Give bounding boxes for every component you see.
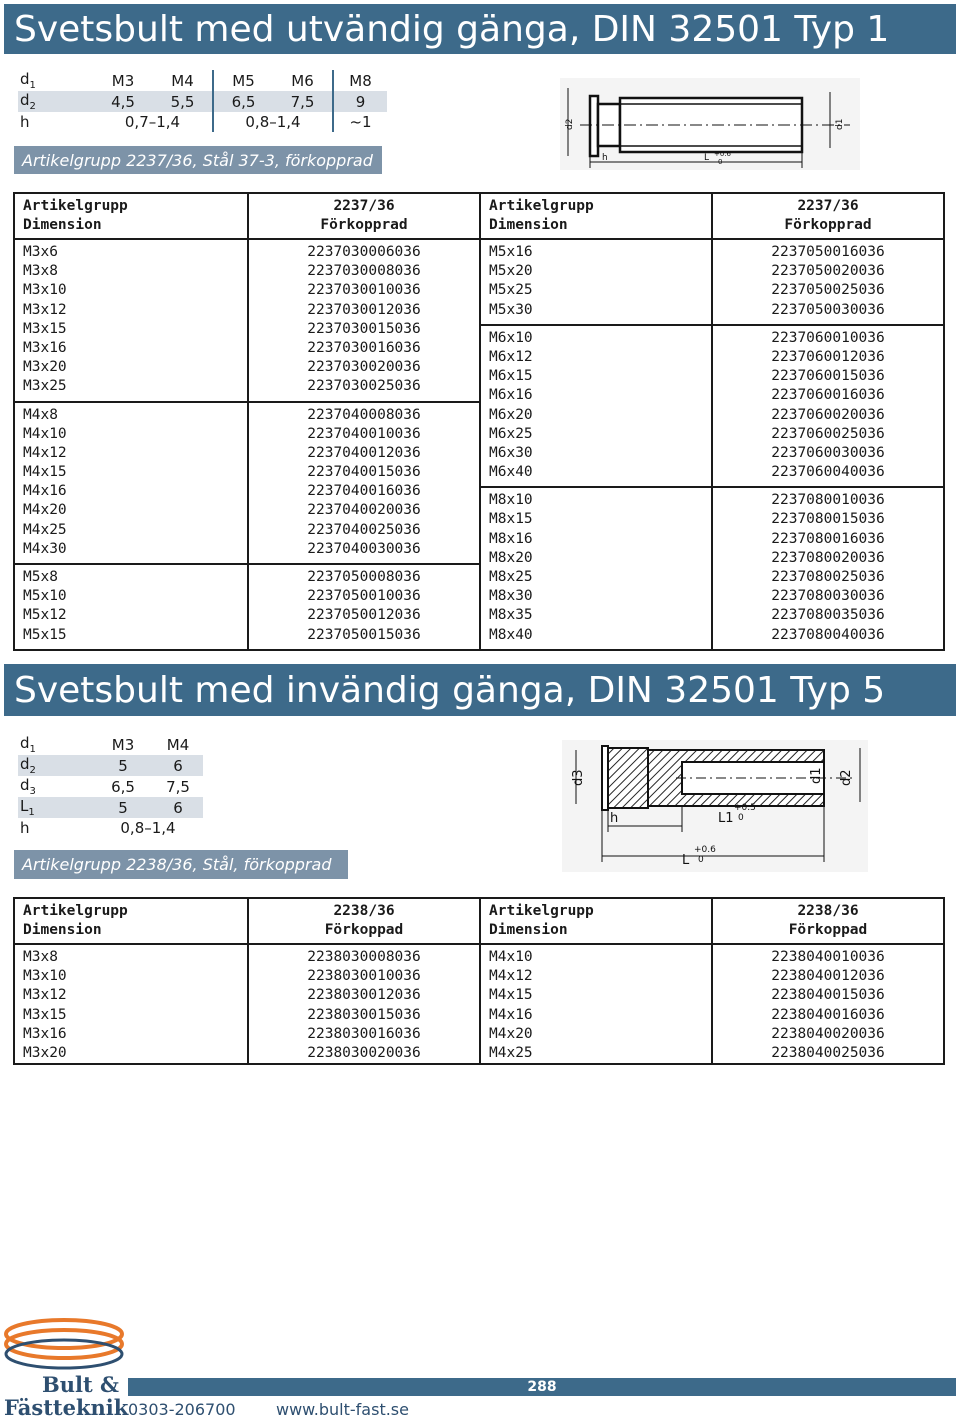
dimension-cell: M6x30 xyxy=(489,444,533,461)
section1-product-table xyxy=(13,192,945,651)
spec-row-d1 xyxy=(18,734,203,755)
dimension-cell: M6x15 xyxy=(489,368,533,385)
dimension-cell: M5x10 xyxy=(23,588,67,605)
dimension-cell: M8x25 xyxy=(489,569,533,585)
diagram-label-d2: d2 xyxy=(839,769,854,786)
article-code-cell: 2237040020036 xyxy=(307,502,421,519)
article-code-cell: 2237030020036 xyxy=(307,359,421,376)
diagram-tolerance-zero: 0 xyxy=(738,813,744,823)
spec-value: M4 xyxy=(166,735,190,754)
spec-label: $L_1$ xyxy=(18,797,93,818)
dimension-cell: M5x20 xyxy=(489,263,533,280)
dimension-cell: M3x8 xyxy=(23,263,58,280)
spec-value: M3 xyxy=(111,71,135,90)
section1-artikel-bar xyxy=(14,146,382,174)
logo-line1: Bult & xyxy=(42,1372,119,1397)
diagram-tolerance-plus: +0.6 xyxy=(694,845,716,855)
dimension-cell: M8x10 xyxy=(489,492,533,509)
article-code-cell: 2237060040036 xyxy=(771,464,885,481)
dimension-cell: M4x25 xyxy=(23,521,67,538)
dimension-cell: M5x16 xyxy=(489,244,533,260)
dimension-cell: M5x15 xyxy=(23,626,67,643)
spec-label: $d_2$ xyxy=(18,91,93,112)
article-code-cell: 2237040012036 xyxy=(307,444,421,461)
header-group-code: 2237/36 Förkopprad xyxy=(248,193,480,239)
company-logo-icon xyxy=(2,1316,128,1374)
header-artikelgrupp-dimension: Artikelgrupp Dimension xyxy=(480,898,712,944)
diagram-label-L: L xyxy=(682,853,690,868)
header-group-code: 2238/36 Förkoppad xyxy=(248,898,480,944)
spec-row-d3 xyxy=(18,776,203,797)
dimension-cell: M3x16 xyxy=(14,1025,248,1044)
article-code-cell: 2238040010036 xyxy=(712,944,944,967)
spec-value: M3 xyxy=(111,735,135,754)
article-code-cell: 2237040016036 xyxy=(307,483,421,500)
spec-value: 6,5 xyxy=(213,91,273,112)
dimension-cell: M3x10 xyxy=(23,282,67,299)
dimension-cell: M3x8 xyxy=(14,944,248,967)
spec-label: $d_2$ xyxy=(18,755,93,776)
article-code-cell: 2237080040036 xyxy=(771,626,885,643)
spec-row-h xyxy=(18,818,203,838)
section2-artikel-bar xyxy=(14,850,348,879)
dimension-cell: M3x12 xyxy=(14,986,248,1005)
article-code-cell: 2237080010036 xyxy=(771,492,885,509)
dimension-cell: M4x16 xyxy=(480,1006,712,1025)
table-header-row xyxy=(14,898,944,944)
spec-value: 5,5 xyxy=(153,91,213,112)
article-code-cell: 2237060012036 xyxy=(771,348,885,365)
table-header-row xyxy=(14,193,944,239)
article-code-cell: 2237050020036 xyxy=(771,263,885,280)
dimension-column xyxy=(480,239,712,650)
article-code-cell: 2238030008036 xyxy=(248,944,480,967)
table-row xyxy=(14,1044,944,1064)
dimension-cell: M6x25 xyxy=(489,425,533,442)
article-code-cell: 2237080015036 xyxy=(771,511,885,528)
table-row xyxy=(14,967,944,986)
diagram-label-d2: d2 xyxy=(565,118,575,130)
footer-phone: 0303-206700 xyxy=(128,1400,236,1419)
spec-value: 9 xyxy=(333,91,387,112)
article-code-cell: 2238040016036 xyxy=(712,1006,944,1025)
dimension-cell: M5x12 xyxy=(23,607,67,624)
spec-row-d2 xyxy=(18,755,203,776)
logo-line2: Fästteknik xyxy=(4,1395,129,1420)
dimension-cell: M4x12 xyxy=(23,444,67,461)
spec-row-d2 xyxy=(18,91,387,112)
dimension-cell: M8x16 xyxy=(489,530,533,547)
article-code-cell: 2238040020036 xyxy=(712,1025,944,1044)
dimension-cell: M3x20 xyxy=(14,1044,248,1064)
diagram-label-d3: d3 xyxy=(571,769,586,786)
diagram-label-h: h xyxy=(602,153,608,163)
header-artikelgrupp-dimension: Artikelgrupp Dimension xyxy=(14,898,248,944)
table-row xyxy=(14,986,944,1005)
header-artikelgrupp-dimension: Artikelgrupp Dimension xyxy=(480,193,712,239)
article-code-cell: 2237030015036 xyxy=(307,320,421,337)
spec-value: 5 xyxy=(93,797,153,818)
dimension-cell: M4x30 xyxy=(23,540,67,557)
footer-bar xyxy=(128,1378,956,1396)
spec-label: $d_1$ xyxy=(20,734,36,755)
article-code-cell: 2238040025036 xyxy=(712,1044,944,1064)
dimension-cell: M6x16 xyxy=(489,387,533,404)
article-code-cell: 2237050030036 xyxy=(771,301,885,318)
company-logo-text xyxy=(4,1373,128,1419)
dimension-cell: M4x20 xyxy=(480,1025,712,1044)
dimension-cell: M5x8 xyxy=(23,569,58,585)
article-code-cell: 2237060020036 xyxy=(771,406,885,423)
article-code-cell: 2237040025036 xyxy=(307,521,421,538)
article-code-cell: 2237050008036 xyxy=(307,569,421,585)
spec-value: 0,8–1,4 xyxy=(213,112,333,132)
spec-label: h xyxy=(20,113,30,131)
dimension-cell: M8x35 xyxy=(489,607,533,624)
weld-stud-internal-diagram xyxy=(562,740,868,872)
article-code-cell: 2238040012036 xyxy=(712,967,944,986)
table-row xyxy=(14,1025,944,1044)
dimension-cell: M3x20 xyxy=(23,359,67,376)
table-row xyxy=(14,239,944,650)
artikel-bar-text: Artikelgrupp 2238/36, Stål, förkopprad xyxy=(22,855,332,874)
section2-title-text: Svetsbult med invändig gänga, DIN 32501 Typ 5 xyxy=(14,669,886,711)
article-code-cell: 2237080016036 xyxy=(771,530,885,547)
article-code-column xyxy=(712,239,944,650)
weld-stud-diagram xyxy=(560,78,860,170)
spec-value: M8 xyxy=(333,70,387,91)
article-code-cell: 2237050010036 xyxy=(307,588,421,605)
article-code-cell: 2237050025036 xyxy=(771,282,885,299)
dimension-cell: M4x20 xyxy=(23,502,67,519)
dimension-cell: M3x25 xyxy=(23,378,67,395)
dimension-cell: M6x12 xyxy=(489,348,533,365)
article-code-cell: 2237040008036 xyxy=(307,406,421,423)
spec-value: M6 xyxy=(291,71,314,90)
article-code-cell: 2238030015036 xyxy=(248,1006,480,1025)
spec-value: 5 xyxy=(93,755,153,776)
article-code-column xyxy=(248,239,480,650)
article-code-cell: 2237030008036 xyxy=(307,263,421,280)
header-group-code: 2238/36 Förkoppad xyxy=(712,898,944,944)
dimension-cell: M6x10 xyxy=(489,329,533,346)
article-code-cell: 2237060016036 xyxy=(771,387,885,404)
article-code-cell: 2237050015036 xyxy=(307,626,421,643)
spec-value: 6 xyxy=(153,755,203,776)
section1-title-text: Svetsbult med utvändig gänga, DIN 32501 Typ 1 xyxy=(14,8,890,50)
article-code-cell: 2237060025036 xyxy=(771,425,885,442)
dimension-column xyxy=(14,239,248,650)
spec-row-d1 xyxy=(18,70,387,91)
spec-label: $d_1$ xyxy=(20,70,36,91)
spec-value: M4 xyxy=(171,71,194,90)
spec-label: h xyxy=(20,819,30,837)
spec-value: 0,8–1,4 xyxy=(120,819,176,837)
article-code-cell: 2237030025036 xyxy=(307,378,421,395)
diagram-label-L1: L1 xyxy=(718,811,734,826)
spec-value: 6 xyxy=(153,797,203,818)
article-code-cell: 2238030010036 xyxy=(248,967,480,986)
article-code-cell: 2237080025036 xyxy=(771,569,885,585)
spec-value: 7,5 xyxy=(166,777,190,796)
article-code-cell: 2238030016036 xyxy=(248,1025,480,1044)
dimension-cell: M4x15 xyxy=(23,464,67,481)
article-code-cell: 2237040015036 xyxy=(307,464,421,481)
page-number: 288 xyxy=(527,1379,557,1395)
article-code-cell: 2237030010036 xyxy=(307,282,421,299)
dimension-cell: M4x12 xyxy=(480,967,712,986)
article-code-cell: 2237060015036 xyxy=(771,368,885,385)
diagram-tolerance-zero: 0 xyxy=(718,158,723,166)
dimension-cell: M4x25 xyxy=(480,1044,712,1064)
footer-website[interactable]: www.bult-fast.se xyxy=(276,1400,409,1419)
section1-title xyxy=(4,4,956,54)
spec-value: ~1 xyxy=(333,112,387,132)
dimension-cell: M8x20 xyxy=(489,549,533,566)
header-group-code: 2237/36 Förkopprad xyxy=(712,193,944,239)
dimension-cell: M6x20 xyxy=(489,406,533,423)
spec-value: 4,5 xyxy=(93,91,153,112)
diagram-tolerance-plus: +0.5 xyxy=(734,803,756,813)
diagram-label-h: h xyxy=(610,811,619,826)
article-code-cell: 2237050012036 xyxy=(307,607,421,624)
section1-spec-table xyxy=(18,70,387,132)
dimension-cell: M6x40 xyxy=(489,464,533,481)
dimension-cell: M5x25 xyxy=(489,282,533,299)
dimension-cell: M4x10 xyxy=(23,425,67,442)
diagram-tolerance-plus: +0.6 xyxy=(714,150,731,158)
article-code-cell: 2238030012036 xyxy=(248,986,480,1005)
diagram-label-L: L xyxy=(704,153,710,163)
spec-row-h xyxy=(18,112,387,132)
article-code-cell: 2237060030036 xyxy=(771,444,885,461)
header-artikelgrupp-dimension: Artikelgrupp Dimension xyxy=(14,193,248,239)
dimension-cell: M8x15 xyxy=(489,511,533,528)
article-code-cell: 2237030012036 xyxy=(307,301,421,318)
spec-label: $d_3$ xyxy=(20,776,36,797)
section2-product-table xyxy=(13,897,945,1065)
spec-value: 0,7–1,4 xyxy=(124,113,181,131)
table-row xyxy=(14,1006,944,1025)
article-code-cell: 2237080030036 xyxy=(771,588,885,605)
section2-title xyxy=(4,664,956,716)
article-code-cell: 2237030006036 xyxy=(307,244,421,260)
diagram-tolerance-zero: 0 xyxy=(698,855,704,865)
spec-value: M5 xyxy=(213,70,273,91)
article-code-cell: 2237050016036 xyxy=(771,244,885,260)
diagram-label-d1: d1 xyxy=(835,118,845,130)
dimension-cell: M8x30 xyxy=(489,588,533,605)
dimension-cell: M4x15 xyxy=(480,986,712,1005)
dimension-cell: M4x8 xyxy=(23,406,58,423)
spec-value: 6,5 xyxy=(111,777,135,796)
article-code-cell: 2237080020036 xyxy=(771,549,885,566)
article-code-cell: 2237060010036 xyxy=(771,329,885,346)
article-code-cell: 2238040015036 xyxy=(712,986,944,1005)
spec-row-L1 xyxy=(18,797,203,818)
article-code-cell: 2237030016036 xyxy=(307,339,421,356)
dimension-cell: M3x10 xyxy=(14,967,248,986)
dimension-cell: M3x15 xyxy=(23,320,67,337)
dimension-cell: M3x15 xyxy=(14,1006,248,1025)
dimension-cell: M8x40 xyxy=(489,626,533,643)
article-code-cell: 2237040030036 xyxy=(307,540,421,557)
diagram-label-d1: d1 xyxy=(809,767,824,784)
article-code-cell: 2237040010036 xyxy=(307,425,421,442)
dimension-cell: M5x30 xyxy=(489,301,533,318)
article-code-cell: 2238030020036 xyxy=(248,1044,480,1064)
article-code-cell: 2237080035036 xyxy=(771,607,885,624)
dimension-cell: M3x16 xyxy=(23,339,67,356)
artikel-bar-text: Artikelgrupp 2237/36, Stål 37-3, förkopprad xyxy=(22,150,373,170)
table-row xyxy=(14,944,944,967)
spec-value: 7,5 xyxy=(273,91,333,112)
dimension-cell: M4x10 xyxy=(480,944,712,967)
dimension-cell: M3x6 xyxy=(23,244,58,260)
dimension-cell: M3x12 xyxy=(23,301,67,318)
dimension-cell: M4x16 xyxy=(23,483,67,500)
section2-spec-table xyxy=(18,734,203,838)
